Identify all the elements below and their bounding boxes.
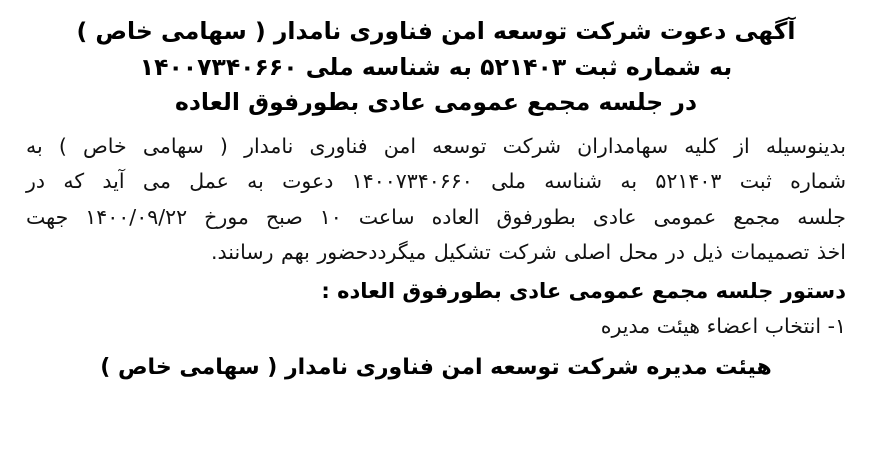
announcement-body xyxy=(26,129,846,270)
body-line-4: اخذ تصمیمات ذیل در محل اصلی شرکت تشکیل میگرددحضور بهم رسانند. xyxy=(211,239,846,264)
body-line-3: جلسه مجمع عمومی عادی بطورفوق العاده ساعت ۱۰ صبح مورخ ۱۴۰۰/۰۹/۲۲ جهت xyxy=(26,204,846,229)
headline-line-2: به شماره ثبت ۵۲۱۴۰۳ به شناسه ملی ۱۴۰۰۷۳۴۰۶۶۰ xyxy=(139,52,733,81)
body-line-1: بدینوسیله از کلیه سهامداران شرکت توسعه امن فناوری نامدار ( سهامی خاص ) به xyxy=(26,134,846,159)
announcement-headline xyxy=(26,14,846,121)
signature-line: هیئت مدیره شرکت توسعه امن فناوری نامدار ( سهامی خاص ) xyxy=(100,355,772,381)
headline-line-1: آگهی دعوت شرکت توسعه امن فناوری نامدار ( سهامی خاص ) xyxy=(76,17,796,45)
headline-line-3: در جلسه مجمع عمومی عادی بطورفوق العاده xyxy=(174,88,697,117)
agenda-title: دستور جلسه مجمع عمومی عادی بطورفوق العاده : xyxy=(321,279,846,304)
body-line-2: شماره ثبت ۵۲۱۴۰۳ به شناسه ملی ۱۴۰۰۷۳۴۰۶۶۰ دعوت به عمل می آید که در xyxy=(26,169,846,194)
agenda-item-1: ۱- انتخاب اعضاء هیئت مدیره xyxy=(600,314,846,339)
